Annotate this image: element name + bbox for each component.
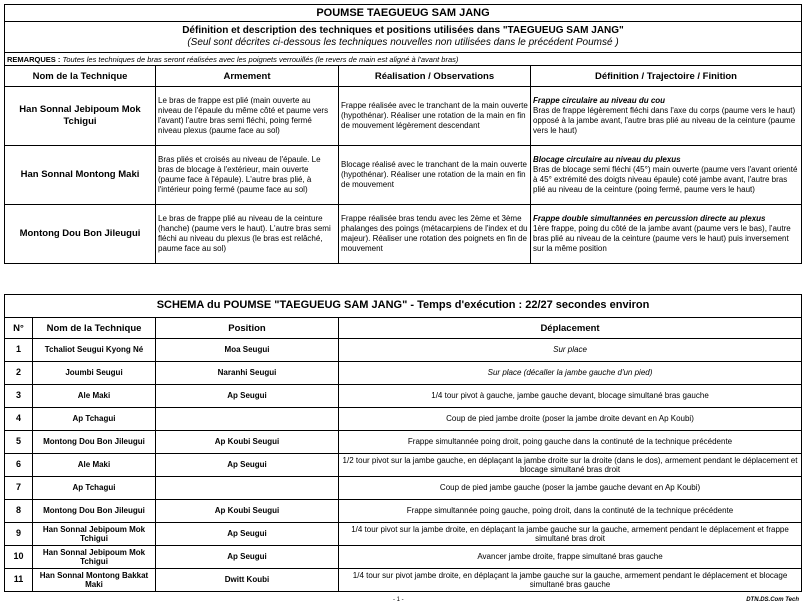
technique-name: Ale Maki xyxy=(33,385,156,408)
col-header-deplacement: Déplacement xyxy=(339,318,802,339)
armement-text: Le bras de frappe est plié (main ouverte au niveau de l'épaule du même côté et paume vers l'avant) l'autre bras semi fléchi, poing fermé niveau plexus (paume face au sol) xyxy=(156,87,339,146)
deplacement-text: Coup de pied jambe droite (poser la jambe droite devant en Ap Koubi) xyxy=(339,408,802,431)
technique-name: Han Sonnal Jebipoum Mok Tchigui xyxy=(33,546,156,569)
deplacement-text: Avancer jambe droite, frappe simultané bras gauche xyxy=(339,546,802,569)
col-header-realisation: Réalisation / Observations xyxy=(339,66,531,87)
definition-text: Bras de frappe légèrement fléchi dans l'axe du corps (paume vers le haut) opposé à la jambe avant, l'autre bras plié au niveau de la ceinture (paume vers le haut) xyxy=(533,106,796,135)
position-name: Moa Seugui xyxy=(156,339,339,362)
deplacement-italic: Sur place xyxy=(553,345,587,355)
position-name: Ap Seugui xyxy=(156,385,339,408)
deplacement-text: 1/2 tour pivot sur la jambe gauche, en déplaçant la jambe droite sur la droite (dans le dos), armement pendant le déplacement et blocage simultané bras droit xyxy=(339,454,802,477)
schema-row xyxy=(5,385,802,408)
remarks-text: Toutes les techniques de bras seront réalisées avec les poignets verrouillés (le revers de main est aligné à l'avant bras) xyxy=(62,54,459,64)
step-number: 10 xyxy=(5,546,33,569)
col-header-definition: Définition / Trajectoire / Finition xyxy=(531,66,802,87)
step-number: 1 xyxy=(5,339,33,362)
technique-name: Han Sonnal Montong Bakkat Maki xyxy=(33,569,156,592)
remarks-label: REMARQUES : xyxy=(7,54,61,64)
deplacement-text: Frappe simultannée poing gauche, poing droit, dans la continuté de la technique précédente xyxy=(339,500,802,523)
schema-row xyxy=(5,546,802,569)
definition-row xyxy=(5,146,802,205)
technique-name: Montong Dou Bon Jileugui xyxy=(33,431,156,454)
realisation-text: Frappe réalisée bras tendu avec les 2ème et 3ème phalanges des poings (métacarpiens de l'index et du majeur). Réaliser une rotation des poignets en fin de mouvement xyxy=(339,205,531,264)
schema-row xyxy=(5,477,802,500)
armement-text: Bras pliés et croisés au niveau de l'épaule. Le bras de blocage à l'extérieur, main ouverte (paume face à l'épaule). L'autre bras plié, à l'intérieur poing fermé (paume face au sol) xyxy=(156,146,339,205)
realisation-text: Frappe réalisée avec le tranchant de la main ouverte (hypothénar). Réaliser une rotation de la main en fin de mouvement légèrement descendant xyxy=(339,87,531,146)
step-number: 8 xyxy=(5,500,33,523)
schema-row xyxy=(5,362,802,385)
col-header-name: Nom de la Technique xyxy=(5,66,156,87)
schema-body xyxy=(5,339,802,592)
subtitle-note: (Seul sont décrites ci-dessous les techniques nouvelles non utilisées dans le précédent Poumsé ) xyxy=(187,37,619,48)
step-number: 6 xyxy=(5,454,33,477)
step-number: 5 xyxy=(5,431,33,454)
technique-name: Han Sonnal Jebipoum Mok Tchigui xyxy=(33,523,156,546)
definition-title: Blocage circulaire au niveau du plexus xyxy=(533,155,681,164)
realisation-text: Blocage réalisé avec le tranchant de la main ouverte (hypothénar). Réaliser une rotation de la main en fin de mouvement xyxy=(339,146,531,205)
technique-name: Han Sonnal Jebipoum Mok Tchigui xyxy=(5,87,156,146)
page-footer xyxy=(0,597,805,607)
step-number: 4 xyxy=(5,408,33,431)
subtitle-main: Définition et description des techniques et positions utilisées dans "TAEGUEUG SAM JANG" xyxy=(182,25,624,36)
schema-row xyxy=(5,500,802,523)
deplacement-text: Coup de pied jambe gauche (poser la jambe gauche devant en Ap Koubi) xyxy=(339,477,802,500)
position-name: Ap Seugui xyxy=(156,523,339,546)
position-name: Ap Koubi Seugui xyxy=(156,500,339,523)
document-title: POUMSE TAEGUEUG SAM JANG xyxy=(5,5,802,22)
col-header-armement: Armement xyxy=(156,66,339,87)
definition-text: Bras de blocage semi fléchi (45°) main ouverte (paume vers l'avant orienté à 45° extrémité des doigts niveau épaule) coté jambe avant, l'autre bras plié au niveau de la ceinture (poing fermé, paume vers le haut) xyxy=(533,165,798,194)
technique-name: Ale Maki xyxy=(33,454,156,477)
definition-cell xyxy=(531,87,802,146)
definition-title: Frappe circulaire au niveau du cou xyxy=(533,96,666,105)
schema-row xyxy=(5,454,802,477)
step-number: 9 xyxy=(5,523,33,546)
schema-row xyxy=(5,339,802,362)
deplacement-text: 1/4 tour pivot à gauche, jambe gauche devant, blocage simultané bras gauche xyxy=(339,385,802,408)
armement-text: Le bras de frappe plié au niveau de la ceinture (hanche) (paume vers le haut). L'autre bras semi fléchi au niveau du plexus (le bras est relâché, paume face au sol) xyxy=(156,205,339,264)
technique-name: Montong Dou Bon Jileugui xyxy=(5,205,156,264)
position-name xyxy=(156,408,339,431)
position-name: Ap Koubi Seugui xyxy=(156,431,339,454)
deplacement-text xyxy=(339,362,802,385)
deplacement-italic: Sur place (décaller la jambe gauche d'un pied) xyxy=(487,368,653,378)
position-name: Naranhi Seugui xyxy=(156,362,339,385)
definition-row xyxy=(5,205,802,264)
technique-name: Ap Tchagui xyxy=(33,477,156,500)
technique-name: Ap Tchagui xyxy=(33,408,156,431)
deplacement-text xyxy=(339,339,802,362)
schema-table xyxy=(4,294,802,592)
page-number: - 1 - xyxy=(393,597,404,603)
remarks-row xyxy=(5,53,802,66)
deplacement-text: 1/4 tour pivot sur la jambe droite, en déplaçant la jambe gauche sur la gauche, armement pendant le déplacement et frappe simultané bras droit xyxy=(339,523,802,546)
definition-cell xyxy=(531,146,802,205)
col-header-position: Position xyxy=(156,318,339,339)
technique-name: Tchaliot Seugui Kyong Né xyxy=(33,339,156,362)
step-number: 2 xyxy=(5,362,33,385)
position-name: Ap Seugui xyxy=(156,454,339,477)
definitions-header-row xyxy=(5,66,802,87)
technique-name: Joumbi Seugui xyxy=(33,362,156,385)
col-header-technique: Nom de la Technique xyxy=(33,318,156,339)
definition-title: Frappe double simultannées en percussion directe au plexus xyxy=(533,214,766,223)
schema-row xyxy=(5,431,802,454)
position-name xyxy=(156,477,339,500)
schema-row xyxy=(5,408,802,431)
deplacement-text: 1/4 tour sur pivot jambe droite, en déplaçant la jambe gauche sur la gauche, armement pendant le déplacement et blocage simultané bras gauche xyxy=(339,569,802,592)
schema-row xyxy=(5,523,802,546)
document-subtitle xyxy=(5,22,802,53)
deplacement-text: Frappe simultannée poing droit, poing gauche dans la continuté de la technique précédente xyxy=(339,431,802,454)
step-number: 3 xyxy=(5,385,33,408)
document-reference: DTN.DS.Com Tech xyxy=(746,597,799,603)
definition-cell xyxy=(531,205,802,264)
document-page xyxy=(4,4,801,589)
technique-name: Han Sonnal Montong Maki xyxy=(5,146,156,205)
step-number: 7 xyxy=(5,477,33,500)
technique-name: Montong Dou Bon Jileugui xyxy=(33,500,156,523)
step-number: 11 xyxy=(5,569,33,592)
definitions-table xyxy=(4,4,802,264)
definition-text: 1ère frappe, poing du côté de la jambe avant (paume vers le bas), l'autre bras plié au niveau de la ceinture (paume vers le haut) puis inversement sur la même position xyxy=(533,224,791,253)
definition-row xyxy=(5,87,802,146)
schema-title: SCHEMA du POUMSE "TAEGUEUG SAM JANG" - Temps d'exécution : 22/27 secondes environ xyxy=(5,295,802,318)
position-name: Ap Seugui xyxy=(156,546,339,569)
position-name: Dwitt Koubi xyxy=(156,569,339,592)
col-header-number: N° xyxy=(5,318,33,339)
schema-row xyxy=(5,569,802,592)
schema-header-row xyxy=(5,318,802,339)
